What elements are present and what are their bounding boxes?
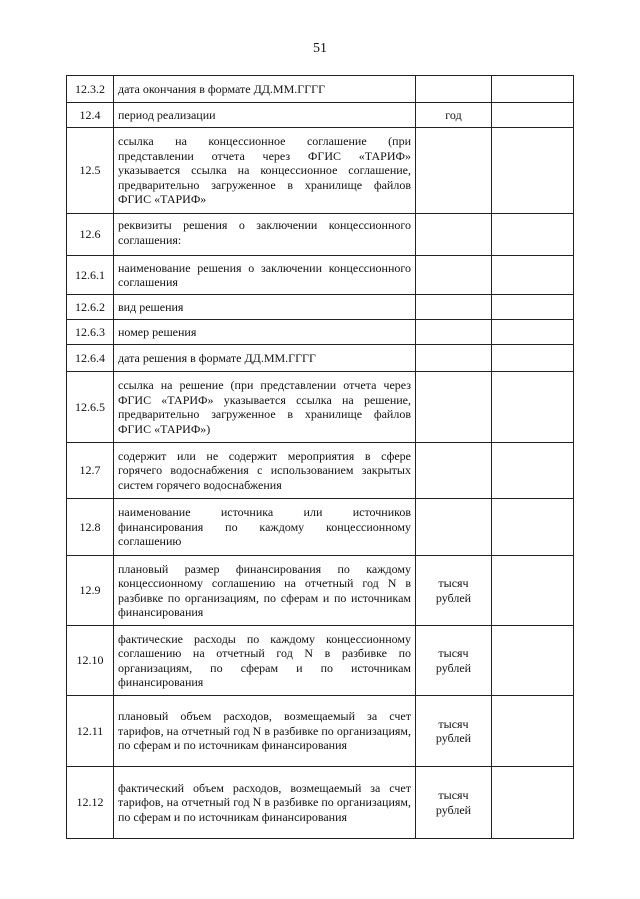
row-unit: год xyxy=(416,103,492,128)
table-row xyxy=(67,214,574,256)
table-row xyxy=(67,128,574,214)
row-number: 12.3.2 xyxy=(67,76,114,103)
row-number: 12.6 xyxy=(67,214,114,256)
row-unit: тысяч рублей xyxy=(416,556,492,626)
row-number: 12.6.3 xyxy=(67,320,114,345)
row-value xyxy=(492,103,574,128)
row-value xyxy=(492,443,574,499)
row-description: период реализации xyxy=(114,103,416,128)
table-row xyxy=(67,256,574,295)
row-number: 12.6.5 xyxy=(67,372,114,443)
row-number: 12.4 xyxy=(67,103,114,128)
row-value xyxy=(492,128,574,214)
row-description: фактические расходы по каждому концессионному соглашению на отчетный год N в разбивке по организациям, по сферам и по источникам финансирования xyxy=(114,626,416,696)
row-value xyxy=(492,295,574,320)
row-number: 12.11 xyxy=(67,696,114,767)
row-unit xyxy=(416,214,492,256)
row-value xyxy=(492,372,574,443)
row-description: дата окончания в формате ДД.ММ.ГГГГ xyxy=(114,76,416,103)
row-description: наименование источника или источников финансирования по каждому концессионному соглашению xyxy=(114,499,416,556)
row-value xyxy=(492,320,574,345)
table-row xyxy=(67,767,574,839)
row-number: 12.6.1 xyxy=(67,256,114,295)
row-unit: тысяч рублей xyxy=(416,696,492,767)
row-description: наименование решения о заключении концессионного соглашения xyxy=(114,256,416,295)
row-description: плановый размер финансирования по каждому концессионному соглашению на отчетный год N в разбивке по организациям, по сферам и по источникам финансирования xyxy=(114,556,416,626)
row-unit xyxy=(416,76,492,103)
table-row xyxy=(67,320,574,345)
row-description: плановый объем расходов, возмещаемый за счет тарифов, на отчетный год N в разбивке по организациям, по сферам и по источникам финансирования xyxy=(114,696,416,767)
row-unit xyxy=(416,320,492,345)
row-description: ссылка на концессионное соглашение (при представлении отчета через ФГИС «ТАРИФ» указывается ссылка на концессионное соглашение, предварительно загруженное в хранилище файлов ФГИС «ТАРИФ» xyxy=(114,128,416,214)
table-row xyxy=(67,372,574,443)
row-description: фактический объем расходов, возмещаемый за счет тарифов, на отчетный год N в разбивке по организациям, по сферам и по источникам финансирования xyxy=(114,767,416,839)
row-value xyxy=(492,556,574,626)
row-unit: тысяч рублей xyxy=(416,767,492,839)
page-number: 51 xyxy=(313,41,327,56)
row-value xyxy=(492,696,574,767)
row-value xyxy=(492,214,574,256)
table-row xyxy=(67,345,574,372)
row-unit xyxy=(416,128,492,214)
row-number: 12.8 xyxy=(67,499,114,556)
row-value xyxy=(492,76,574,103)
row-number: 12.6.4 xyxy=(67,345,114,372)
report-table xyxy=(66,75,574,839)
row-number: 12.5 xyxy=(67,128,114,214)
row-unit xyxy=(416,443,492,499)
table-row xyxy=(67,499,574,556)
row-unit xyxy=(416,256,492,295)
row-description: содержит или не содержит мероприятия в сфере горячего водоснабжения с использованием закрытых систем горячего водоснабжения xyxy=(114,443,416,499)
table-row xyxy=(67,76,574,103)
row-unit xyxy=(416,345,492,372)
row-unit xyxy=(416,295,492,320)
row-number: 12.9 xyxy=(67,556,114,626)
table-row xyxy=(67,626,574,696)
row-unit: тысяч рублей xyxy=(416,626,492,696)
row-unit xyxy=(416,499,492,556)
row-value xyxy=(492,626,574,696)
table-row xyxy=(67,103,574,128)
table-row xyxy=(67,443,574,499)
row-value xyxy=(492,345,574,372)
row-value xyxy=(492,256,574,295)
row-number: 12.12 xyxy=(67,767,114,839)
row-number: 12.7 xyxy=(67,443,114,499)
row-value xyxy=(492,499,574,556)
row-unit xyxy=(416,372,492,443)
row-number: 12.10 xyxy=(67,626,114,696)
row-description: ссылка на решение (при представлении отчета через ФГИС «ТАРИФ» указывается ссылка на решение, предварительно загруженное в хранилище файлов ФГИС «ТАРИФ») xyxy=(114,372,416,443)
table-row xyxy=(67,696,574,767)
table-row xyxy=(67,295,574,320)
row-description: вид решения xyxy=(114,295,416,320)
row-value xyxy=(492,767,574,839)
table-row xyxy=(67,556,574,626)
row-description: дата решения в формате ДД.ММ.ГГГГ xyxy=(114,345,416,372)
row-description: номер решения xyxy=(114,320,416,345)
row-description: реквизиты решения о заключении концессионного соглашения: xyxy=(114,214,416,256)
row-number: 12.6.2 xyxy=(67,295,114,320)
